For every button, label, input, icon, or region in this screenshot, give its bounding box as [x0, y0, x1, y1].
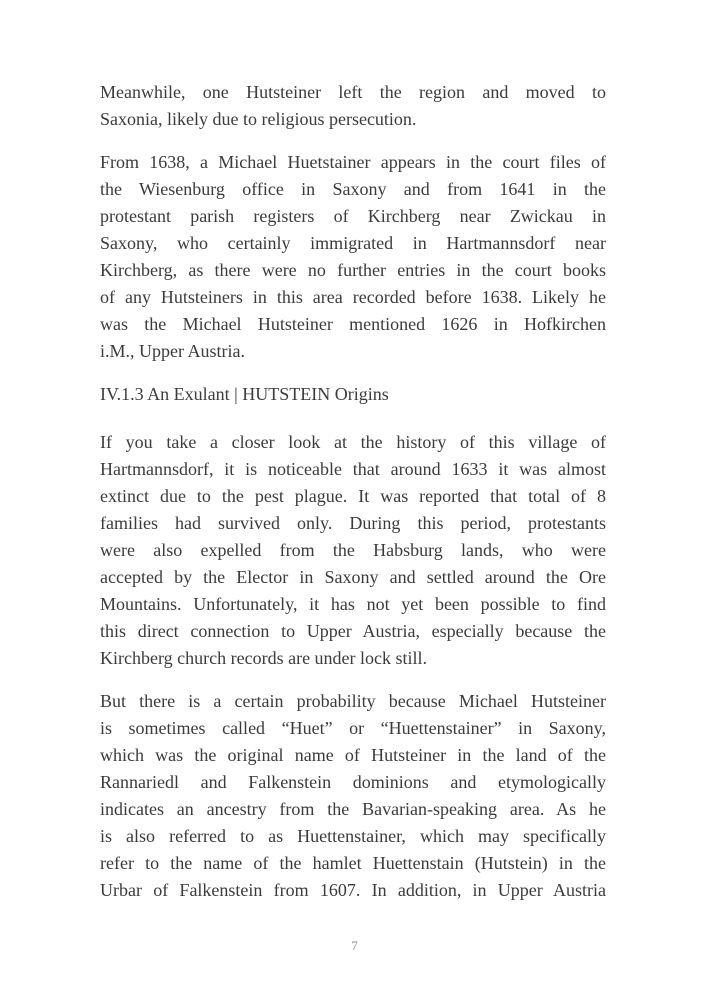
text-line: is sometimes called “Huet” or “Huettenstainer” in Saxony,: [100, 718, 606, 738]
text-line: If you take a closer look at the history of this village of: [100, 432, 606, 452]
text-line: Mountains. Unfortunately, it has not yet been possible to find: [100, 594, 606, 614]
document-page: [100, 79, 606, 920]
text-line: Kirchberg church records are under lock still.: [100, 648, 428, 668]
text-line: Meanwhile, one Hutsteiner left the region and moved to: [100, 82, 606, 102]
text-line: this direct connection to Upper Austria, especially because the: [100, 621, 606, 641]
text-line: families had survived only. During this period, protestants: [100, 513, 606, 533]
text-line: i.M., Upper Austria.: [100, 341, 245, 361]
text-line: of any Hutsteiners in this area recorded before 1638. Likely he: [100, 287, 606, 307]
section-heading-text: IV.1.3 An Exulant | HUTSTEIN Origins: [100, 384, 389, 404]
text-line: Kirchberg, as there were no further entries in the court books: [100, 260, 606, 280]
section-heading: [100, 381, 606, 408]
text-line: was the Michael Hutsteiner mentioned 1626 in Hofkirchen: [100, 314, 606, 334]
text-line: Saxony, who certainly immigrated in Hartmannsdorf near: [100, 233, 606, 253]
text-line: indicates an ancestry from the Bavarian-speaking area. As he: [100, 799, 606, 819]
paragraph-4: [100, 688, 606, 904]
paragraph-2: [100, 149, 606, 365]
text-line: Hartmannsdorf, it is noticeable that around 1633 it was almost: [100, 459, 606, 479]
text-line: is also referred to as Huettenstainer, which may specifically: [100, 826, 606, 846]
text-line: were also expelled from the Habsburg lands, who were: [100, 540, 606, 560]
text-line: protestant parish registers of Kirchberg near Zwickau in: [100, 206, 606, 226]
page-footer: [0, 937, 709, 955]
text-line: But there is a certain probability because Michael Hutsteiner: [100, 691, 606, 711]
text-line: refer to the name of the hamlet Huettenstain (Hutstein) in the: [100, 853, 606, 873]
text-line: Rannariedl and Falkenstein dominions and etymologically: [100, 772, 606, 792]
paragraph-3: [100, 429, 606, 672]
text-line: extinct due to the pest plague. It was reported that total of 8: [100, 486, 606, 506]
paragraph-1: [100, 79, 606, 133]
text-line: which was the original name of Hutsteiner in the land of the: [100, 745, 606, 765]
text-line: From 1638, a Michael Huetstainer appears in the court files of: [100, 152, 606, 172]
text-line: the Wiesenburg office in Saxony and from 1641 in the: [100, 179, 606, 199]
page-number: 7: [351, 938, 358, 953]
text-line: Urbar of Falkenstein from 1607. In addition, in Upper Austria: [100, 880, 606, 900]
text-line: accepted by the Elector in Saxony and settled around the Ore: [100, 567, 606, 587]
text-line: Saxonia, likely due to religious persecution.: [100, 109, 417, 129]
